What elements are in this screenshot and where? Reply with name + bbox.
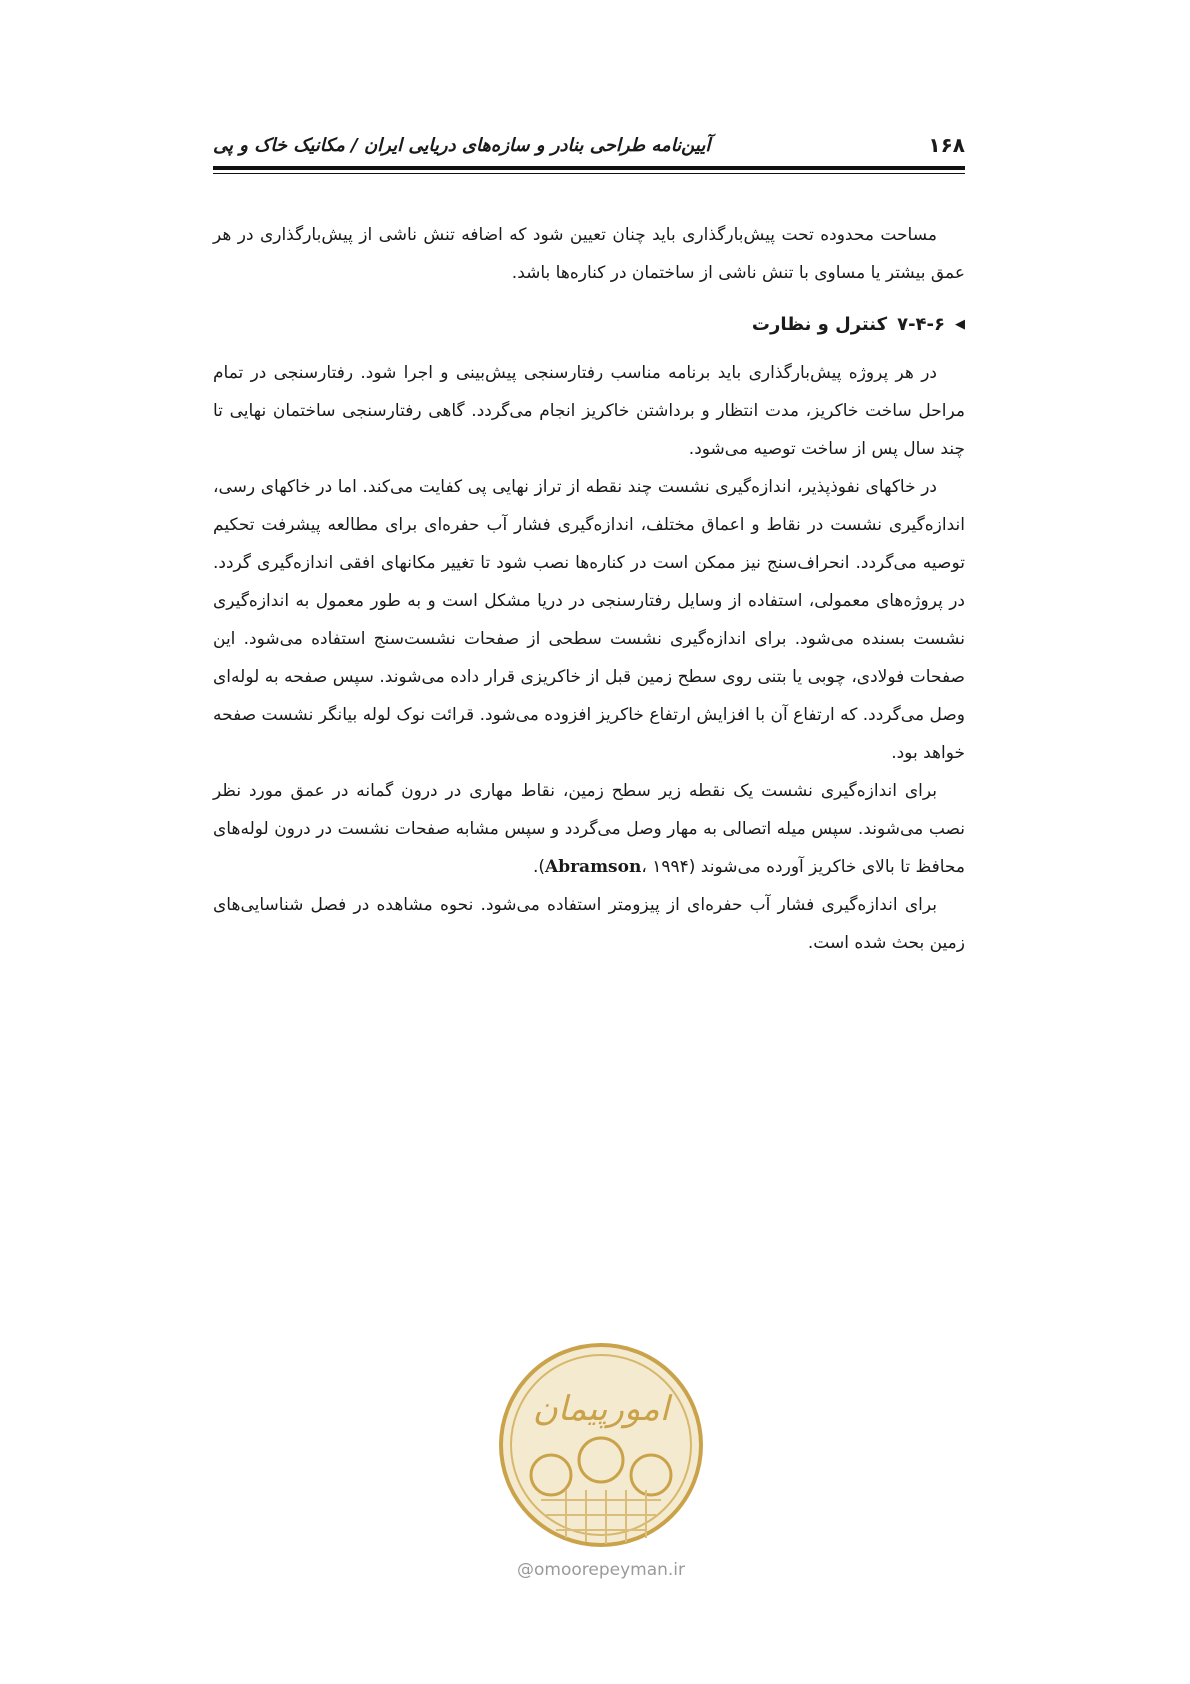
body-text: [213, 216, 965, 962]
page-number: ۱۶۸: [928, 133, 965, 157]
logo-text: امورپیمان: [532, 1389, 670, 1429]
paragraph: برای اندازه‌گیری فشار آب حفره‌ای از پیزومتر استفاده می‌شود. نحوه مشاهده در فصل شناسایی‌های زمین بحث شده است.: [213, 895, 965, 953]
paragraph: در خاکهای نفوذپذیر، اندازه‌گیری نشست چند نقطه از تراز نهایی پی کفایت می‌کند. اما در خاکهای رسی، اندازه‌گیری نشست در نقاط و اعماق مختلف، اندازه‌گیری فشار آب حفره‌ای برای مطالعه پیشرفت تحکیم توصیه می‌گردد. انحراف‌سنج نیز ممکن است در کناره‌ها نصب شود تا تغییر مکانهای افقی اندازه‌گیری گردد. در پروژه‌های معمولی، استفاده از وسایل رفتارسنجی در دریا مشکل است و به طور معمول به اندازه‌گیری نشست بسنده می‌شود. برای اندازه‌گیری نشست سطحی از صفحات نشست‌سنج استفاده می‌شود. این صفحات فولادی، چوبی یا بتنی روی سطح زمین قبل از خاکریزی قرار داده می‌شوند. سپس صفحه به لوله‌ای وصل می‌گردد. که ارتفاع آن با افزایش ارتفاع خاکریز افزوده می‌شود. قرائت نوک لوله بیانگر نشست صفحه خواهد بود.: [213, 477, 965, 763]
header-rule-thin: [213, 173, 965, 174]
triangle-bullet-icon: ◀: [955, 317, 965, 332]
citation-year: ، ۱۹۹۴).: [532, 857, 689, 877]
paragraph: مساحت محدوده تحت پیش‌بارگذاری باید چنان تعیین شود که اضافه تنش ناشی از پیش‌بارگذاری در هر عمق بیشتر یا مساوی با تنش ناشی از ساختمان در کناره‌ها باشد.: [213, 225, 965, 283]
citation-author: Abramson: [545, 857, 642, 877]
paragraph: در هر پروژه پیش‌بارگذاری باید برنامه مناسب رفتارسنجی پیش‌بینی و اجرا شود. رفتارسنجی در تمام مراحل ساخت خاکریز، مدت انتظار و برداشتن خاکریز انجام می‌گردد. گاهی رفتارسنجی ساختمان نهایی تا چند سال پس از ساخت توصیه می‌شود.: [213, 363, 965, 459]
section-title: کنترل و نظارت: [751, 314, 888, 335]
header-title: آیین‌نامه طراحی بنادر و سازه‌های دریایی ایران / مکانیک خاک و پی: [213, 134, 711, 156]
omoore-peyman-logo: [496, 1340, 706, 1550]
running-header: [213, 128, 965, 162]
section-number: ۷-۴-۶: [897, 314, 945, 335]
header-rule-thick: [213, 166, 965, 170]
section-heading: [213, 306, 965, 344]
paragraph-text: برای اندازه‌گیری نشست یک نقطه زیر سطح زمین، نقاط مهاری در درون گمانه در عمق مورد نظر نصب می‌شوند. سپس میله اتصالی به مهار وصل می‌گردد و سپس مشابه صفحات نشست در درون لوله‌های محافظ تا بالای خاکریز آورده می‌شوند (: [213, 781, 965, 877]
paragraph: [213, 772, 965, 886]
watermark-url: @omoorepeyman.ir: [516, 1560, 686, 1580]
